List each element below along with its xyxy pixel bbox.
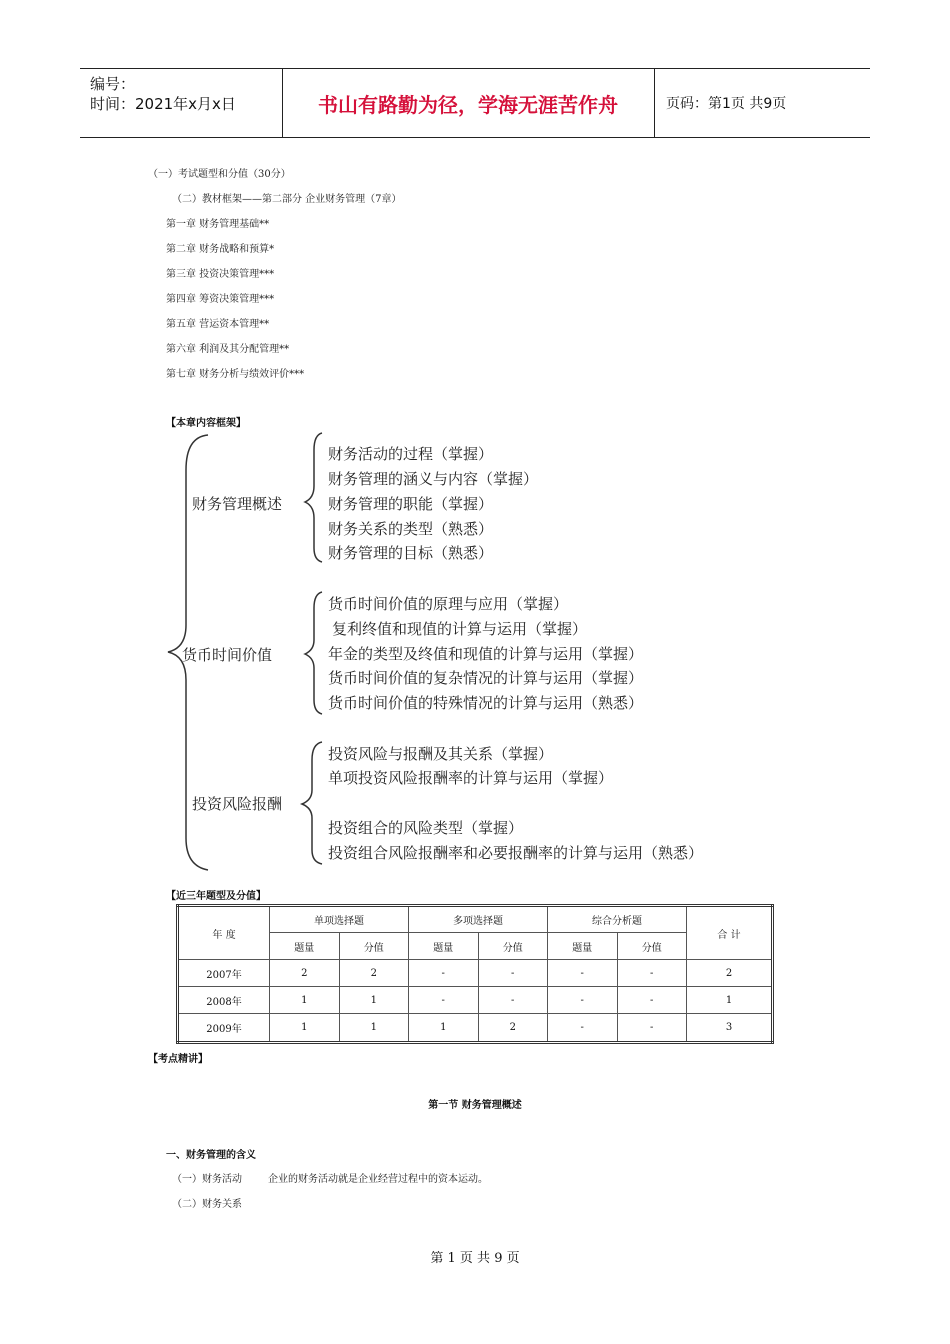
- cell: 2: [270, 960, 340, 987]
- g1-item-4: 财务关系的类型（熟悉）: [328, 520, 494, 538]
- g2-item-1: 货币时间价值的原理与应用（掌握）: [328, 595, 569, 613]
- group3-brace: [302, 742, 322, 864]
- group1-brace: [305, 433, 322, 562]
- cell: -: [478, 987, 548, 1014]
- g1-item-3: 财务管理的职能（掌握）: [328, 495, 494, 513]
- sub-count: 题量: [548, 933, 618, 960]
- cell: 2007年: [178, 960, 270, 987]
- line1-text: 企业的财务活动就是企业经营过程中的资本运动。: [268, 1174, 488, 1185]
- group-label-1: 财务管理概述: [192, 495, 283, 513]
- cell: 2: [339, 960, 409, 987]
- g3-item-4: 投资组合风险报酬率和必要报酬率的计算与运用（熟悉）: [328, 844, 704, 862]
- group-label-3: 投资风险报酬: [192, 795, 283, 813]
- g1-item-1: 财务活动的过程（掌握）: [328, 445, 494, 463]
- chapter-2: 第二章 财务战略和预算*: [166, 244, 275, 255]
- cell: 2009年: [178, 1014, 270, 1043]
- cell: 1: [339, 987, 409, 1014]
- cell: -: [478, 960, 548, 987]
- chapter-4: 第四章 筹资决策管理***: [166, 294, 275, 305]
- sub-count: 题量: [270, 933, 340, 960]
- chapter-1: 第一章 财务管理基础**: [166, 219, 270, 230]
- cell: -: [617, 987, 687, 1014]
- group-header-analysis: 综合分析题: [548, 906, 687, 933]
- table-row: [178, 987, 773, 1014]
- table-row: [178, 1014, 773, 1043]
- g2-item-5: 货币时间价值的特殊情况的计算与运用（熟悉）: [328, 694, 644, 712]
- cell: -: [409, 987, 479, 1014]
- cell: -: [548, 1014, 618, 1043]
- chapter-5: 第五章 营运资本管理**: [166, 319, 270, 330]
- g1-item-5: 财务管理的目标（熟悉）: [328, 544, 494, 562]
- section-title: 第一节 财务管理概述: [428, 1100, 522, 1111]
- cell: -: [409, 960, 479, 987]
- group2-brace: [305, 592, 322, 714]
- time-label: 时间：2021年x月x日: [90, 95, 236, 113]
- g3-item-3: 投资组合的风险类型（掌握）: [328, 819, 524, 837]
- cell: -: [617, 1014, 687, 1043]
- cell: -: [548, 960, 618, 987]
- scores-table: [176, 904, 774, 1044]
- cell: 1: [687, 987, 773, 1014]
- group-header-multi: 多项选择题: [409, 906, 548, 933]
- cell: 1: [339, 1014, 409, 1043]
- g1-item-2: 财务管理的涵义与内容（掌握）: [328, 470, 539, 488]
- intro-item-1: （一）考试题型和分值（30分）: [148, 169, 291, 180]
- total-header: 合 计: [687, 906, 773, 960]
- sub-score: 分值: [478, 933, 548, 960]
- framework-heading: 【本章内容框架】: [166, 418, 246, 429]
- scores-heading: 【近三年题型及分值】: [166, 891, 266, 902]
- table-header-row: [178, 906, 773, 933]
- group-header-single: 单项选择题: [270, 906, 409, 933]
- number-label: 编号：: [90, 75, 136, 93]
- table-row: [178, 960, 773, 987]
- g3-item-1: 投资风险与报酬及其关系（掌握）: [328, 745, 554, 763]
- chapter-3: 第三章 投资决策管理***: [166, 269, 275, 280]
- cell: 2008年: [178, 987, 270, 1014]
- cell: 1: [409, 1014, 479, 1043]
- chapter-7: 第七章 财务分析与绩效评价***: [166, 369, 305, 380]
- cell: 3: [687, 1014, 773, 1043]
- page-label: 页码：第1页 共9页: [666, 96, 787, 112]
- intro-item-2: （二）教材框架——第二部分 企业财务管理（7章）: [172, 194, 402, 205]
- line1-label: （一）财务活动: [172, 1174, 242, 1185]
- chapter-6: 第六章 利润及其分配管理**: [166, 344, 290, 355]
- sub-score: 分值: [617, 933, 687, 960]
- g2-item-2: 复利终值和现值的计算与运用（掌握）: [332, 620, 588, 638]
- cell: -: [548, 987, 618, 1014]
- line2: （二）财务关系: [172, 1199, 242, 1210]
- g3-item-2: 单项投资风险报酬率的计算与运用（掌握）: [328, 769, 614, 787]
- sub-count: 题量: [409, 933, 479, 960]
- points-heading: 【考点精讲】: [148, 1054, 208, 1065]
- g2-item-3: 年金的类型及终值和现值的计算与运用（掌握）: [328, 645, 644, 663]
- cell: 1: [270, 987, 340, 1014]
- motto-text: 书山有路勤为径，学海无涯苦作舟: [318, 92, 618, 117]
- group-label-2: 货币时间价值: [182, 646, 273, 664]
- cell: 1: [270, 1014, 340, 1043]
- page-footer: 第 1 页 共 9 页: [430, 1251, 520, 1266]
- cell: 2: [687, 960, 773, 987]
- cell: -: [617, 960, 687, 987]
- cell: 2: [478, 1014, 548, 1043]
- year-header: 年 度: [178, 906, 270, 960]
- g2-item-4: 货币时间价值的复杂情况的计算与运用（掌握）: [328, 669, 644, 687]
- sub-title: 一、财务管理的含义: [166, 1150, 256, 1161]
- sub-score: 分值: [339, 933, 409, 960]
